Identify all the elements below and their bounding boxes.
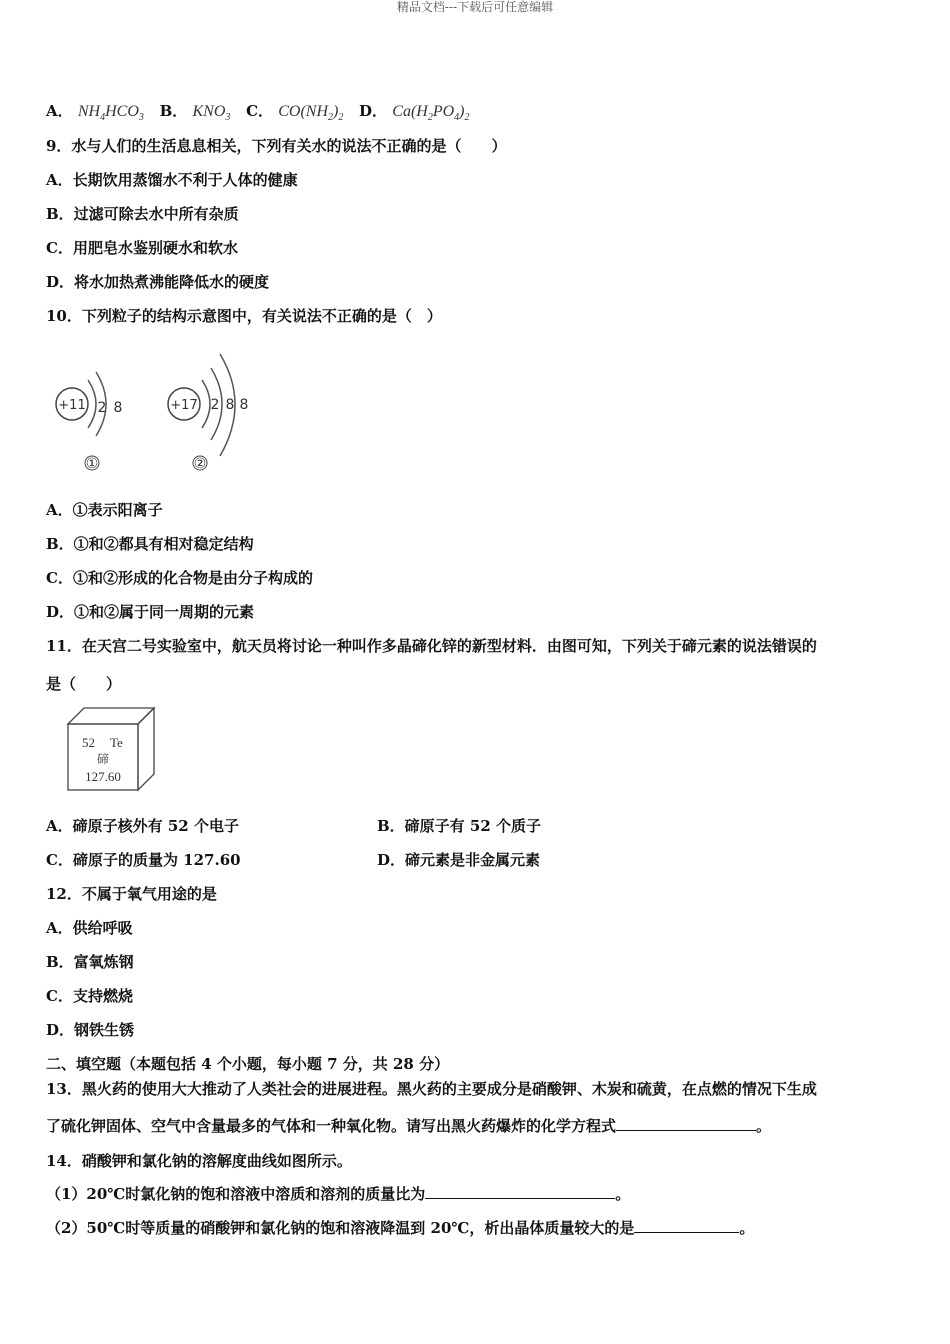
q8-option-b-formula: $KNO_3$ — [192, 103, 231, 124]
tellurium-element-card — [62, 702, 158, 794]
q10-option-c: C．①和②形成的化合物是由分子构成的 — [46, 569, 313, 587]
q14-part1-end: 。 — [615, 1185, 631, 1203]
q8-options — [46, 101, 470, 128]
atom2-shell-1 — [202, 380, 210, 428]
element-atomic-number: 52 — [82, 735, 95, 750]
atom2-label: ② — [193, 456, 207, 472]
q11-option-b: B．碲原子有 52 个质子 — [377, 817, 541, 835]
q12-stem: 12．不属于氧气用途的是 — [46, 885, 217, 903]
page-header: 精品文档---下载后可任意编辑 — [396, 0, 554, 14]
atom2-shell-1-electrons: 2 — [210, 397, 220, 413]
q10-stem: 10．下列粒子的结构示意图中，有关说法不正确的是（ ） — [46, 307, 442, 325]
q9-option-c: C．用肥皂水鉴别硬水和软水 — [46, 239, 238, 257]
atom1-shell-1 — [88, 380, 96, 428]
atom1-diagram — [56, 372, 122, 472]
q14-part2-end: 。 — [739, 1219, 755, 1237]
q11-option-c: C．碲原子的质量为 127.60 — [46, 851, 241, 869]
q14-part1 — [46, 1184, 630, 1204]
q9-option-b: B．过滤可除去水中所有杂质 — [46, 205, 239, 223]
q14-stem: 14．硝酸钾和氯化钠的溶解度曲线如图所示。 — [46, 1152, 352, 1170]
q11-option-d: D．碲元素是非金属元素 — [377, 851, 541, 869]
q14-part2-text: （2）50℃时等质量的硝酸钾和氯化钠的饱和溶液降温到 20℃，析出晶体质量较大的是 — [46, 1219, 635, 1237]
section2-title: 二、填空题（本题包括 4 个小题，每小题 7 分，共 28 分） — [46, 1055, 450, 1073]
q13-answer-blank[interactable] — [616, 1116, 756, 1131]
q8-option-c-letter: C． — [246, 102, 274, 120]
q13-line2 — [46, 1116, 771, 1136]
atom2-nucleus-charge: +17 — [170, 398, 198, 413]
q11-stem-line2: 是（ ） — [46, 675, 122, 693]
q8-option-a-formula: $NH_4HCO_3$ — [77, 103, 144, 124]
q10-option-a: A．①表示阳离子 — [46, 501, 163, 519]
q8-option-a-letter: A． — [46, 102, 73, 120]
q8-option-d-letter: D． — [359, 102, 388, 120]
q9-stem: 9．水与人们的生活息息相关，下列有关水的说法不正确的是（ ） — [46, 137, 507, 155]
q12-option-a: A．供给呼吸 — [46, 919, 133, 937]
q14-part1-text: （1）20℃时氯化钠的饱和溶液中溶质和溶剂的质量比为 — [46, 1185, 426, 1203]
atom1-shell-1-electrons: 2 — [97, 400, 107, 416]
q14-part2-answer-blank[interactable] — [634, 1218, 739, 1233]
q13-line2-end: 。 — [756, 1117, 772, 1135]
atom-structure-diagram — [46, 342, 266, 474]
q11-stem-line1: 11．在天宫二号实验室中，航天员将讨论一种叫作多晶碲化锌的新型材料．由图可知，下列关于碲元素的说法错误的 — [46, 637, 817, 655]
q9-option-d: D．将水加热煮沸能降低水的硬度 — [46, 273, 270, 291]
q10-option-b: B．①和②都具有相对稳定结构 — [46, 535, 254, 553]
atom2-shell-3-electrons: 8 — [239, 397, 249, 413]
element-card-side-face — [138, 708, 154, 790]
q12-option-b: B．富氧炼钢 — [46, 953, 134, 971]
atom1-label: ① — [85, 456, 99, 472]
q11-option-a: A．碲原子核外有 52 个电子 — [46, 817, 239, 835]
q8-option-d-formula: $Ca(H_2PO_4)_2$ — [392, 103, 470, 124]
atom1-nucleus-charge: +11 — [58, 398, 86, 413]
atom2-diagram — [168, 354, 248, 472]
atom1-shell-2-electrons: 8 — [113, 400, 123, 416]
q8-option-b-letter: B． — [159, 102, 188, 120]
q8-option-c-formula: $CO(NH_2)_2$ — [278, 103, 344, 124]
q13-line2-text: 了硫化钾固体、空气中含量最多的气体和一种氧化物。请写出黑火药爆炸的化学方程式 — [46, 1117, 617, 1135]
q9-option-a: A．长期饮用蒸馏水不利于人体的健康 — [46, 171, 298, 189]
element-symbol: Te — [110, 735, 123, 750]
element-name: 碲 — [96, 752, 110, 766]
q14-part1-answer-blank[interactable] — [425, 1184, 615, 1199]
q12-option-d: D．钢铁生锈 — [46, 1021, 135, 1039]
q14-part2 — [46, 1218, 754, 1238]
q12-option-c: C．支持燃烧 — [46, 987, 133, 1005]
q13-line1: 13．黑火药的使用大大推动了人类社会的进展进程。黑火药的主要成分是硝酸钾、木炭和硫黄，在点燃的情况下生成 — [46, 1080, 817, 1098]
atom2-shell-2-electrons: 8 — [225, 397, 235, 413]
element-atomic-mass: 127.60 — [85, 769, 121, 784]
q10-option-d: D．①和②属于同一周期的元素 — [46, 603, 255, 621]
